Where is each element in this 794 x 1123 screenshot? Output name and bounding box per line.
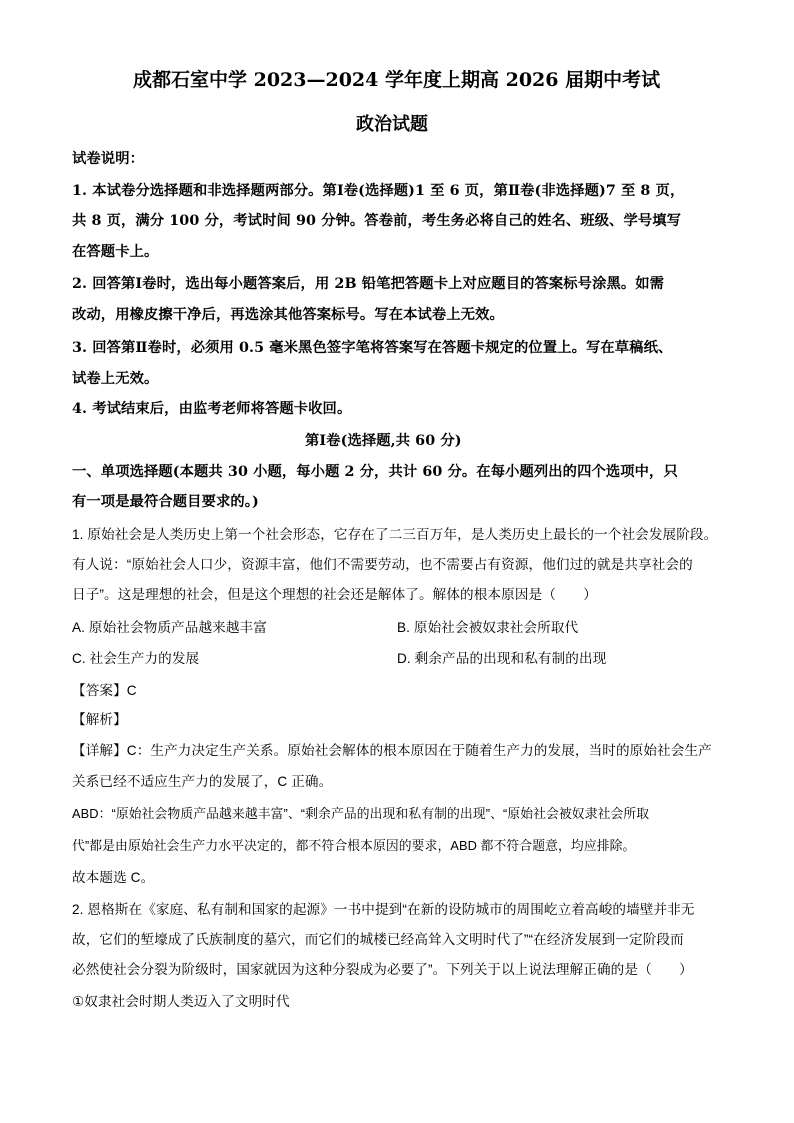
- exam-title: 成都石室中学 2023—2024 学年度上期高 2026 届期中考试: [133, 69, 661, 91]
- instruction-3-line-2: 试卷上无效。: [72, 371, 159, 387]
- q1-stem-line-3: 日子”。这是理想的社会，但是这个理想的社会还是解体了。解体的根本原因是（ ）: [72, 587, 597, 602]
- q1-detail-line-5: 故本题选 C。: [72, 870, 155, 885]
- instruction-1-line-2: 共 8 页，满分 100 分，考试时间 90 分钟。答卷前，考生务必将自己的姓名、班级、学号填写: [72, 213, 682, 229]
- section-heading: 第Ⅰ卷(选择题,共 60 分): [305, 433, 462, 449]
- instruction-2-line-2: 改动，用橡皮擦干净后，再选涂其他答案标号。写在本试卷上无效。: [72, 307, 504, 323]
- q1-stem-line-2: 有人说：“原始社会人口少，资源丰富，他们不需要劳动，也不需要占有资源，他们过的就是共享社会的: [72, 557, 693, 572]
- q1-stem-line-1: 1. 原始社会是人类历史上第一个社会形态，它存在了二三百万年，是人类历史上最长的一个社会发展阶段。: [72, 527, 718, 542]
- q1-detail-line-2: 关系已经不适应生产力的发展了，C 正确。: [72, 774, 333, 789]
- q1-option-b: B. 原始社会被奴隶社会所取代: [397, 620, 579, 635]
- q1-option-c: C. 社会生产力的发展: [72, 651, 200, 666]
- instruction-2-line-1: 2. 回答第Ⅰ卷时，选出每小题答案后，用 2B 铅笔把答题卡上对应题目的答案标号涂黑。如需: [72, 276, 665, 292]
- instructions-heading: 试卷说明：: [72, 151, 144, 167]
- q1-answer: 【答案】C: [72, 683, 137, 698]
- instruction-1-line-3: 在答题卡上。: [72, 244, 159, 260]
- q1-analysis-label: 【解析】: [72, 712, 127, 727]
- q1-detail-line-3: ABD：“原始社会物质产品越来越丰富”、“剩余产品的出现和私有制的出现”、“原始社会被奴隶社会所取: [72, 806, 650, 821]
- q2-stem-line-1: 2. 恩格斯在《家庭、私有制和国家的起源》一书中提到“在新的设防城市的周围屹立着高峻的墙壁并非无: [72, 902, 695, 917]
- q2-stem-line-2: 故，它们的堑壕成了氏族制度的墓穴，而它们的城楼已经高耸入文明时代了”“在经济发展到一定阶段而: [72, 932, 684, 947]
- instruction-3-line-1: 3. 回答第Ⅱ卷时，必须用 0.5 毫米黑色签字笔将答案写在答题卡规定的位置上。写在草稿纸、: [72, 340, 673, 356]
- q1-option-a: A. 原始社会物质产品越来越丰富: [72, 620, 267, 635]
- q1-detail-line-4: 代”都是由原始社会生产力水平决定的，都不符合根本原因的要求，ABD 都不符合题意，均应排除。: [72, 838, 636, 853]
- part-heading-line-1: 一、单项选择题(本题共 30 小题，每小题 2 分，共计 60 分。在每小题列出的四个选项中，只: [72, 464, 678, 480]
- q2-stem-line-3: 必然使社会分裂为阶级时，国家就因为这种分裂成为必要了”。下列关于以上说法理解正确的是（ ）: [72, 962, 693, 977]
- instruction-4-line-1: 4. 考试结束后，由监考老师将答题卡收回。: [72, 401, 352, 417]
- q1-detail-line-1: 【详解】C：生产力决定生产关系。原始社会解体的根本原因在于随着生产力的发展，当时的原始社会生产: [72, 743, 712, 758]
- instruction-1-line-1: 1. 本试卷分选择题和非选择题两部分。第Ⅰ卷(选择题)1 至 6 页，第Ⅱ卷(非选择题)7 至 8 页，: [72, 183, 685, 199]
- q1-option-d: D. 剩余产品的出现和私有制的出现: [397, 651, 607, 666]
- exam-subtitle: 政治试题: [356, 114, 428, 135]
- part-heading-line-2: 有一项是最符合题目要求的。): [72, 494, 259, 510]
- q2-item-1: ①奴隶社会时期人类迈入了文明时代: [72, 994, 290, 1009]
